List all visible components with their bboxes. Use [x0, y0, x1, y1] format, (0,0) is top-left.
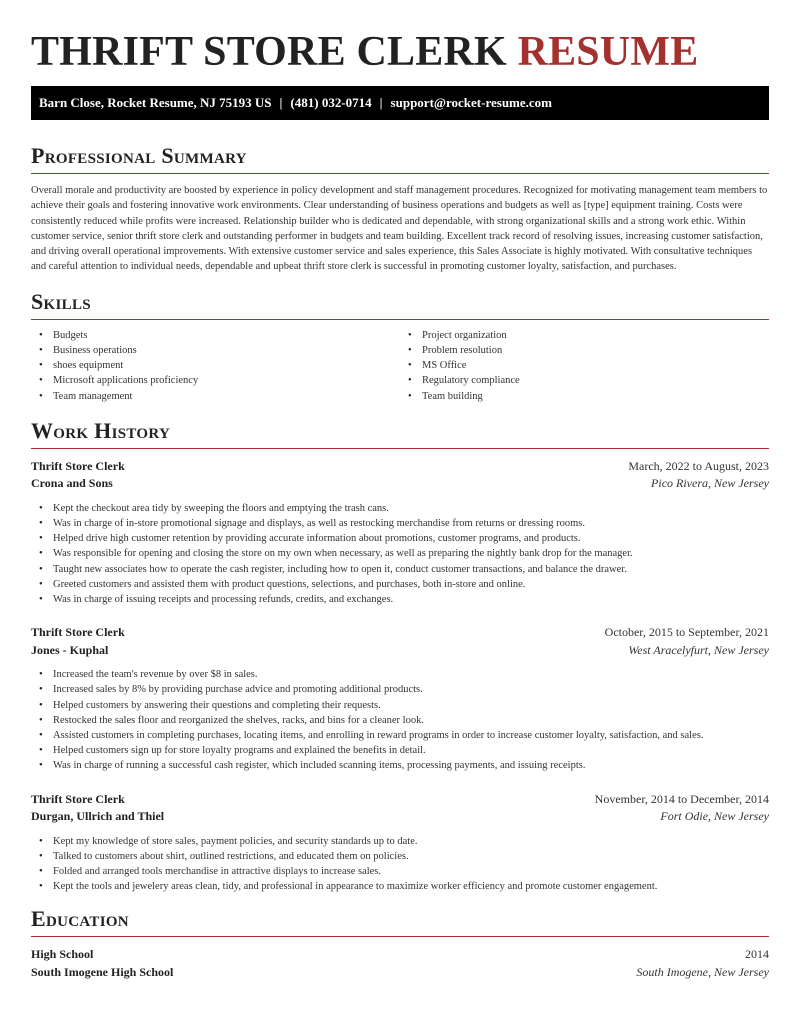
job-bullet: • Folded and arranged tools merchandise in attractive displays to increase sales. [31, 864, 769, 879]
job-location: Pico Rivera, New Jersey [651, 476, 769, 491]
contact-email[interactable]: support@rocket-resume.com [390, 95, 552, 110]
summary-section [31, 143, 769, 275]
skills-list-right [400, 328, 769, 404]
job-entry [31, 458, 769, 607]
job-bullet: • Was in charge of issuing receipts and processing refunds, credits, and exchanges. [31, 592, 769, 607]
skill-item: • Team management [31, 389, 400, 404]
section-divider [31, 319, 769, 320]
contact-phone[interactable]: (481) 032-0714 [290, 95, 372, 110]
job-bullet: • Helped drive high customer retention by providing accurate information about promotions, customer programs, and products. [31, 531, 769, 546]
education-school-row [31, 964, 769, 982]
resume-title [31, 28, 769, 76]
job-bullet: • Taught new associates how to operate the cash register, including how to open it, conduct customer transactions, and balance the drawer. [31, 562, 769, 577]
job-bullet: • Helped customers sign up for store loyalty programs and explained the benefits in detail. [31, 743, 769, 758]
education-degree: High School [31, 947, 94, 962]
skills-list-left [31, 328, 400, 404]
skills-section [31, 289, 769, 404]
job-bullet: • Was in charge of running a successful cash register, which included scanning items, processing payments, and issuing receipts. [31, 758, 769, 773]
job-bullets [31, 834, 769, 895]
section-heading-work: Work History [31, 417, 171, 443]
education-header-row [31, 946, 769, 964]
education-location: South Imogene, New Jersey [636, 964, 769, 979]
education-year: 2014 [745, 947, 769, 962]
education-school: South Imogene High School [31, 964, 174, 979]
job-title: Thrift Store Clerk [31, 791, 125, 806]
section-heading-summary: Professional Summary [31, 143, 247, 168]
skill-item: • Project organization [400, 328, 769, 343]
skill-item: • MS Office [400, 358, 769, 373]
job-bullets [31, 501, 769, 607]
skill-item: • Business operations [31, 343, 400, 358]
skill-item: • Budgets [31, 328, 400, 343]
job-bullet: • Talked to customers about shirt, outlined restrictions, and educated them on policies. [31, 849, 769, 864]
work-history-section [31, 418, 769, 895]
job-bullet: • Assisted customers in completing purchases, locating items, and enrolling in reward programs in order to increase customer loyalty, satisfaction, and sales. [31, 728, 769, 743]
job-bullet: • Was in charge of in-store promotional signage and displays, as well as restocking merchandise from returns or dressing rooms. [31, 516, 769, 531]
contact-address: Barn Close, Rocket Resume, NJ 75193 US [39, 95, 272, 110]
job-header-row [31, 458, 769, 476]
title-main: THRIFT STORE CLERK [31, 29, 507, 75]
education-section [31, 906, 769, 981]
job-entry [31, 624, 769, 773]
education-entry [31, 946, 769, 981]
skill-item: • shoes equipment [31, 358, 400, 373]
contact-bar [31, 86, 769, 120]
job-title: Thrift Store Clerk [31, 458, 125, 473]
job-bullet: • Helped customers by answering their questions and completing their requests. [31, 698, 769, 713]
job-bullet: • Kept the tools and jewelery areas clean, tidy, and professional in appearance to maximize worker efficiency and promote customer engagement. [31, 879, 769, 894]
skill-item: • Regulatory compliance [400, 373, 769, 388]
job-company-row [31, 808, 769, 826]
job-bullet: • Kept my knowledge of store sales, payment policies, and security standards up to date. [31, 834, 769, 849]
skill-item: • Team building [400, 389, 769, 404]
title-accent: RESUME [517, 29, 699, 75]
job-bullet: • Greeted customers and assisted them with product questions, selections, and purchases, both in-store and online. [31, 577, 769, 592]
skill-item: • Microsoft applications proficiency [31, 373, 400, 388]
job-company: Jones - Kuphal [31, 642, 109, 657]
skill-item: • Problem resolution [400, 343, 769, 358]
job-company: Durgan, Ullrich and Thiel [31, 809, 165, 824]
summary-text: Overall morale and productivity are boosted by experience in policy development and staff management procedures. Recognized for motivating management team members to achieve their goals and fostering innovative work environments. Clear understanding of business operations and budgets as well as [type] equipment training. Costs were consistently reduced while profits were increased. Relationship builder who is dedicated and dependable, with strong organizational skills and a strong work ethic. Within customer service, senior thrift store clerk and outstanding performer in budgets and team building. Excellent track record of resolving issues, increasing customer satisfaction, and driving overall operational improvements. With extensive customer service and sales experience, this Sales Associate is highly motivated. With consultative techniques and careful attention to individual needs, dependable and upbeat thrift store clerk is successful in promoting customer loyalty, satisfaction, and purchases. [31, 185, 768, 273]
job-bullet: • Kept the checkout area tidy by sweeping the floors and emptying the trash cans. [31, 501, 769, 516]
contact-separator: | [279, 95, 283, 110]
job-header-row [31, 791, 769, 809]
job-bullet: • Restocked the sales floor and reorganized the shelves, racks, and bins for a cleaner look. [31, 713, 769, 728]
job-dates: March, 2022 to August, 2023 [628, 458, 769, 473]
job-entry [31, 791, 769, 895]
contact-separator: | [379, 95, 383, 110]
job-title: Thrift Store Clerk [31, 625, 125, 640]
job-dates: November, 2014 to December, 2014 [594, 791, 769, 806]
skills-columns [31, 328, 769, 404]
job-header-row [31, 624, 769, 642]
job-location: Fort Odie, New Jersey [660, 809, 769, 824]
section-heading-education: Education [31, 906, 129, 932]
section-heading-skills: Skills [31, 288, 91, 314]
section-divider [31, 448, 769, 449]
job-bullet: • Increased sales by 8% by providing purchase advice and promoting additional products. [31, 682, 769, 697]
job-company-row [31, 642, 769, 660]
job-location: West Aracelyfurt, New Jersey [628, 642, 769, 657]
job-dates: October, 2015 to September, 2021 [604, 625, 769, 640]
section-divider [31, 936, 769, 937]
job-company-row [31, 475, 769, 493]
job-bullet: • Was responsible for opening and closing the store on my own when necessary, as well as preparing the nightly bank drop for the manager. [31, 546, 769, 561]
job-bullets [31, 667, 769, 773]
job-company: Crona and Sons [31, 476, 113, 491]
job-bullet: • Increased the team's revenue by over $8 in sales. [31, 667, 769, 682]
section-divider [31, 173, 769, 174]
